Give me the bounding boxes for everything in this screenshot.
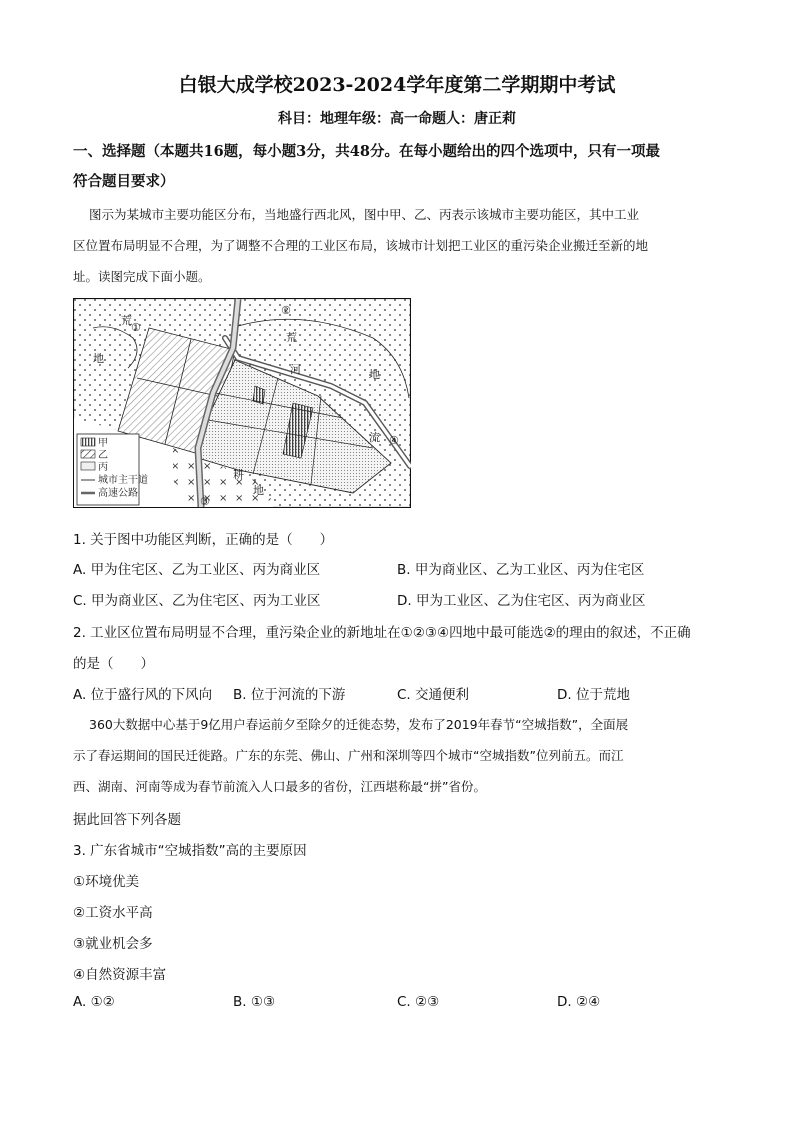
exam-title: 白银大成学校2023-2024学年度第二学期期中考试 [178, 74, 616, 96]
marker-2: ② [281, 304, 291, 317]
legend-road: 城市主干道 [98, 475, 148, 486]
q3-option-d[interactable]: D. ②④ [557, 994, 601, 1010]
intro1-line1: 图示为某城市主要功能区分布，当地盛行西北风，图中甲、乙、丙表示该城市主要功能区，其中工业 [89, 207, 640, 222]
marker-3: ③ [200, 495, 210, 508]
intro2-instruction: 据此回答下列各题 [73, 812, 181, 828]
label-di-2: 地 [369, 368, 380, 381]
q1-stem: 1. 关于图中功能区判断，正确的是（ ） [73, 532, 334, 548]
q3-option-a[interactable]: A. ①② [73, 994, 115, 1010]
label-huang-1: 荒 [121, 314, 132, 327]
q2-stem-cont: 的是（ ） [73, 656, 154, 672]
label-di-1: 地 [93, 352, 104, 365]
q3-option-b[interactable]: B. ①③ [233, 994, 276, 1010]
legend-bing: 丙 [98, 462, 108, 473]
q1-option-c[interactable]: C. 甲为商业区、乙为住宅区、丙为工业区 [73, 593, 321, 609]
label-di-3: 地 [253, 484, 264, 497]
label-huang-2: 荒 [286, 331, 297, 344]
q2-option-b[interactable]: B. 位于河流的下游 [233, 687, 346, 703]
q3-item-2: ②工资水平高 [73, 905, 153, 921]
map-legend [77, 434, 148, 505]
legend-jia: 甲 [98, 438, 108, 449]
intro1-line3: 址。读图完成下面小题。 [73, 269, 211, 284]
q2-stem: 2. 工业区位置布局明显不合理，重污染企业的新地址在①②③④四地中最可能选②的理由的叙述，不正确 [73, 625, 691, 641]
q1-option-b[interactable]: B. 甲为商业区、乙为工业区、丙为住宅区 [397, 562, 645, 578]
label-he: 河 [290, 363, 301, 376]
q1-option-a[interactable]: A. 甲为住宅区、乙为工业区、丙为商业区 [73, 562, 321, 578]
intro2-line2: 示了春运期间的国民迁徙路。广东的东莞、佛山、广州和深圳等四个城市“空城指数”位列前五。而江 [73, 748, 624, 763]
label-geng: 耕 [233, 468, 244, 481]
marker-4: ④ [389, 434, 399, 447]
intro1-line2: 区位置布局明显不合理，为了调整不合理的工业区布局，该城市计划把工业区的重污染企业搬迁至新的地 [73, 238, 649, 253]
q2-option-c[interactable]: C. 交通便利 [397, 687, 470, 703]
exam-subtitle: 科目：地理年级：高一命题人：唐正莉 [278, 111, 516, 127]
q3-item-1: ①环境优美 [73, 874, 140, 890]
intro2-line1: 360大数据中心基于9亿用户春运前夕至除夕的迁徙态势，发布了2019年春节“空城指数”，全面展 [89, 717, 629, 732]
section-heading-cont: 符合题目要求） [73, 173, 175, 190]
city-function-map [73, 298, 411, 508]
q1-option-d[interactable]: D. 甲为工业区、乙为住宅区、丙为商业区 [397, 593, 646, 609]
legend-yi: 乙 [98, 450, 108, 461]
q3-item-4: ④自然资源丰富 [73, 967, 167, 983]
q2-option-d[interactable]: D. 位于荒地 [557, 687, 630, 703]
marker-1: ① [131, 321, 141, 334]
legend-highway: 高速公路 [98, 488, 138, 499]
q2-option-a[interactable]: A. 位于盛行风的下风向 [73, 687, 213, 703]
section-heading: 一、选择题（本题共16题，每小题3分，共48分。在每小题给出的四个选项中，只有一项最 [73, 143, 660, 160]
intro2-line3: 西、湖南、河南等成为春节前流入人口最多的省份，江西堪称最“拼”省份。 [73, 779, 486, 794]
q3-option-c[interactable]: C. ②③ [397, 994, 440, 1010]
q3-stem: 3. 广东省城市“空城指数”高的主要原因 [73, 843, 307, 859]
label-liu: 流 [369, 431, 380, 444]
q3-item-3: ③就业机会多 [73, 936, 153, 952]
